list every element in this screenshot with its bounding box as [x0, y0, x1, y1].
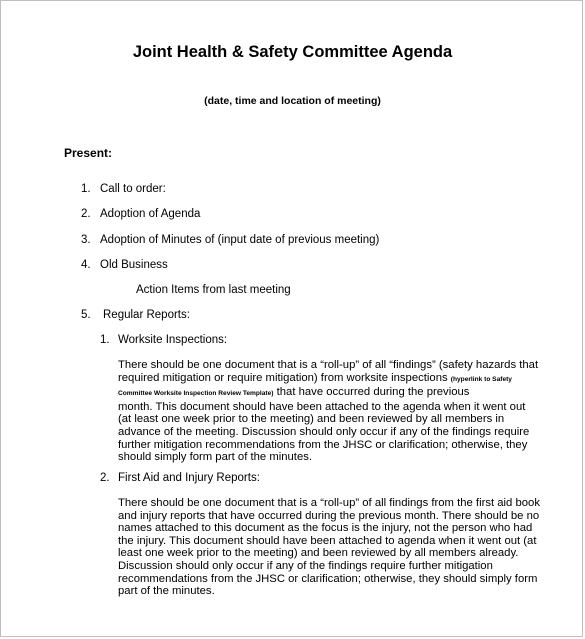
- hyperlink-text: (hyperlink to Safety: [450, 375, 512, 383]
- report-first-aid-heading: 2. First Aid and Injury Reports:: [100, 472, 260, 484]
- agenda-item-adoption-agenda: 2. Adoption of Agenda: [81, 208, 201, 220]
- page-title: Joint Health & Safety Committee Agenda: [132, 43, 453, 61]
- agenda-item-regular-reports: 5. Regular Reports:: [81, 309, 190, 321]
- present-label: Present:: [64, 146, 113, 160]
- first-aid-paragraph: There should be one document that is a “roll-up” of all findings from the first aid book and injury reports that have occurred during the previous month. There should be no names attached to this document as the focus is the injury, not the person who had the injury. This document should have been attached to agenda when it went out (at least one week prior to the meeting) and been reviewed by all members already. Discussion should only occur if any of the findings require further mitigation recommendations from the JHSC or clarification; otherwise, they should simply form part of the minutes.: [118, 497, 540, 598]
- hyperlink-text-continued: Committee Worksite Inspection Review Template): [118, 390, 274, 398]
- worksite-inspections-paragraph: There should be one document that is a “roll-up” of all “findings” (safety hazards that required mitigation or require mitigation) from worksite inspections (hyperlink to Safety Committee Worksite Inspection Review Template) that have occurred during the previous month. This document should have been attached to the agenda when it went out (at least one week prior to the meeting) and been reviewed by all members in advance of the meeting. Discussion should only occur if any of the findings require further mitigation recommendations from the JHSC or clarification; otherwise, they should simply form part of the minutes.: [118, 359, 539, 464]
- meeting-details: (date, time and location of meeting): [204, 95, 381, 107]
- report-worksite-inspections-heading: 1. Worksite Inspections:: [100, 334, 228, 346]
- agenda-item-call-to-order: 1. Call to order:: [81, 183, 166, 195]
- agenda-item-old-business: 4. Old Business: [81, 259, 168, 271]
- old-business-action-items: Action Items from last meeting: [136, 284, 291, 296]
- agenda-item-adoption-minutes: 3. Adoption of Minutes of (input date of previous meeting): [81, 234, 380, 246]
